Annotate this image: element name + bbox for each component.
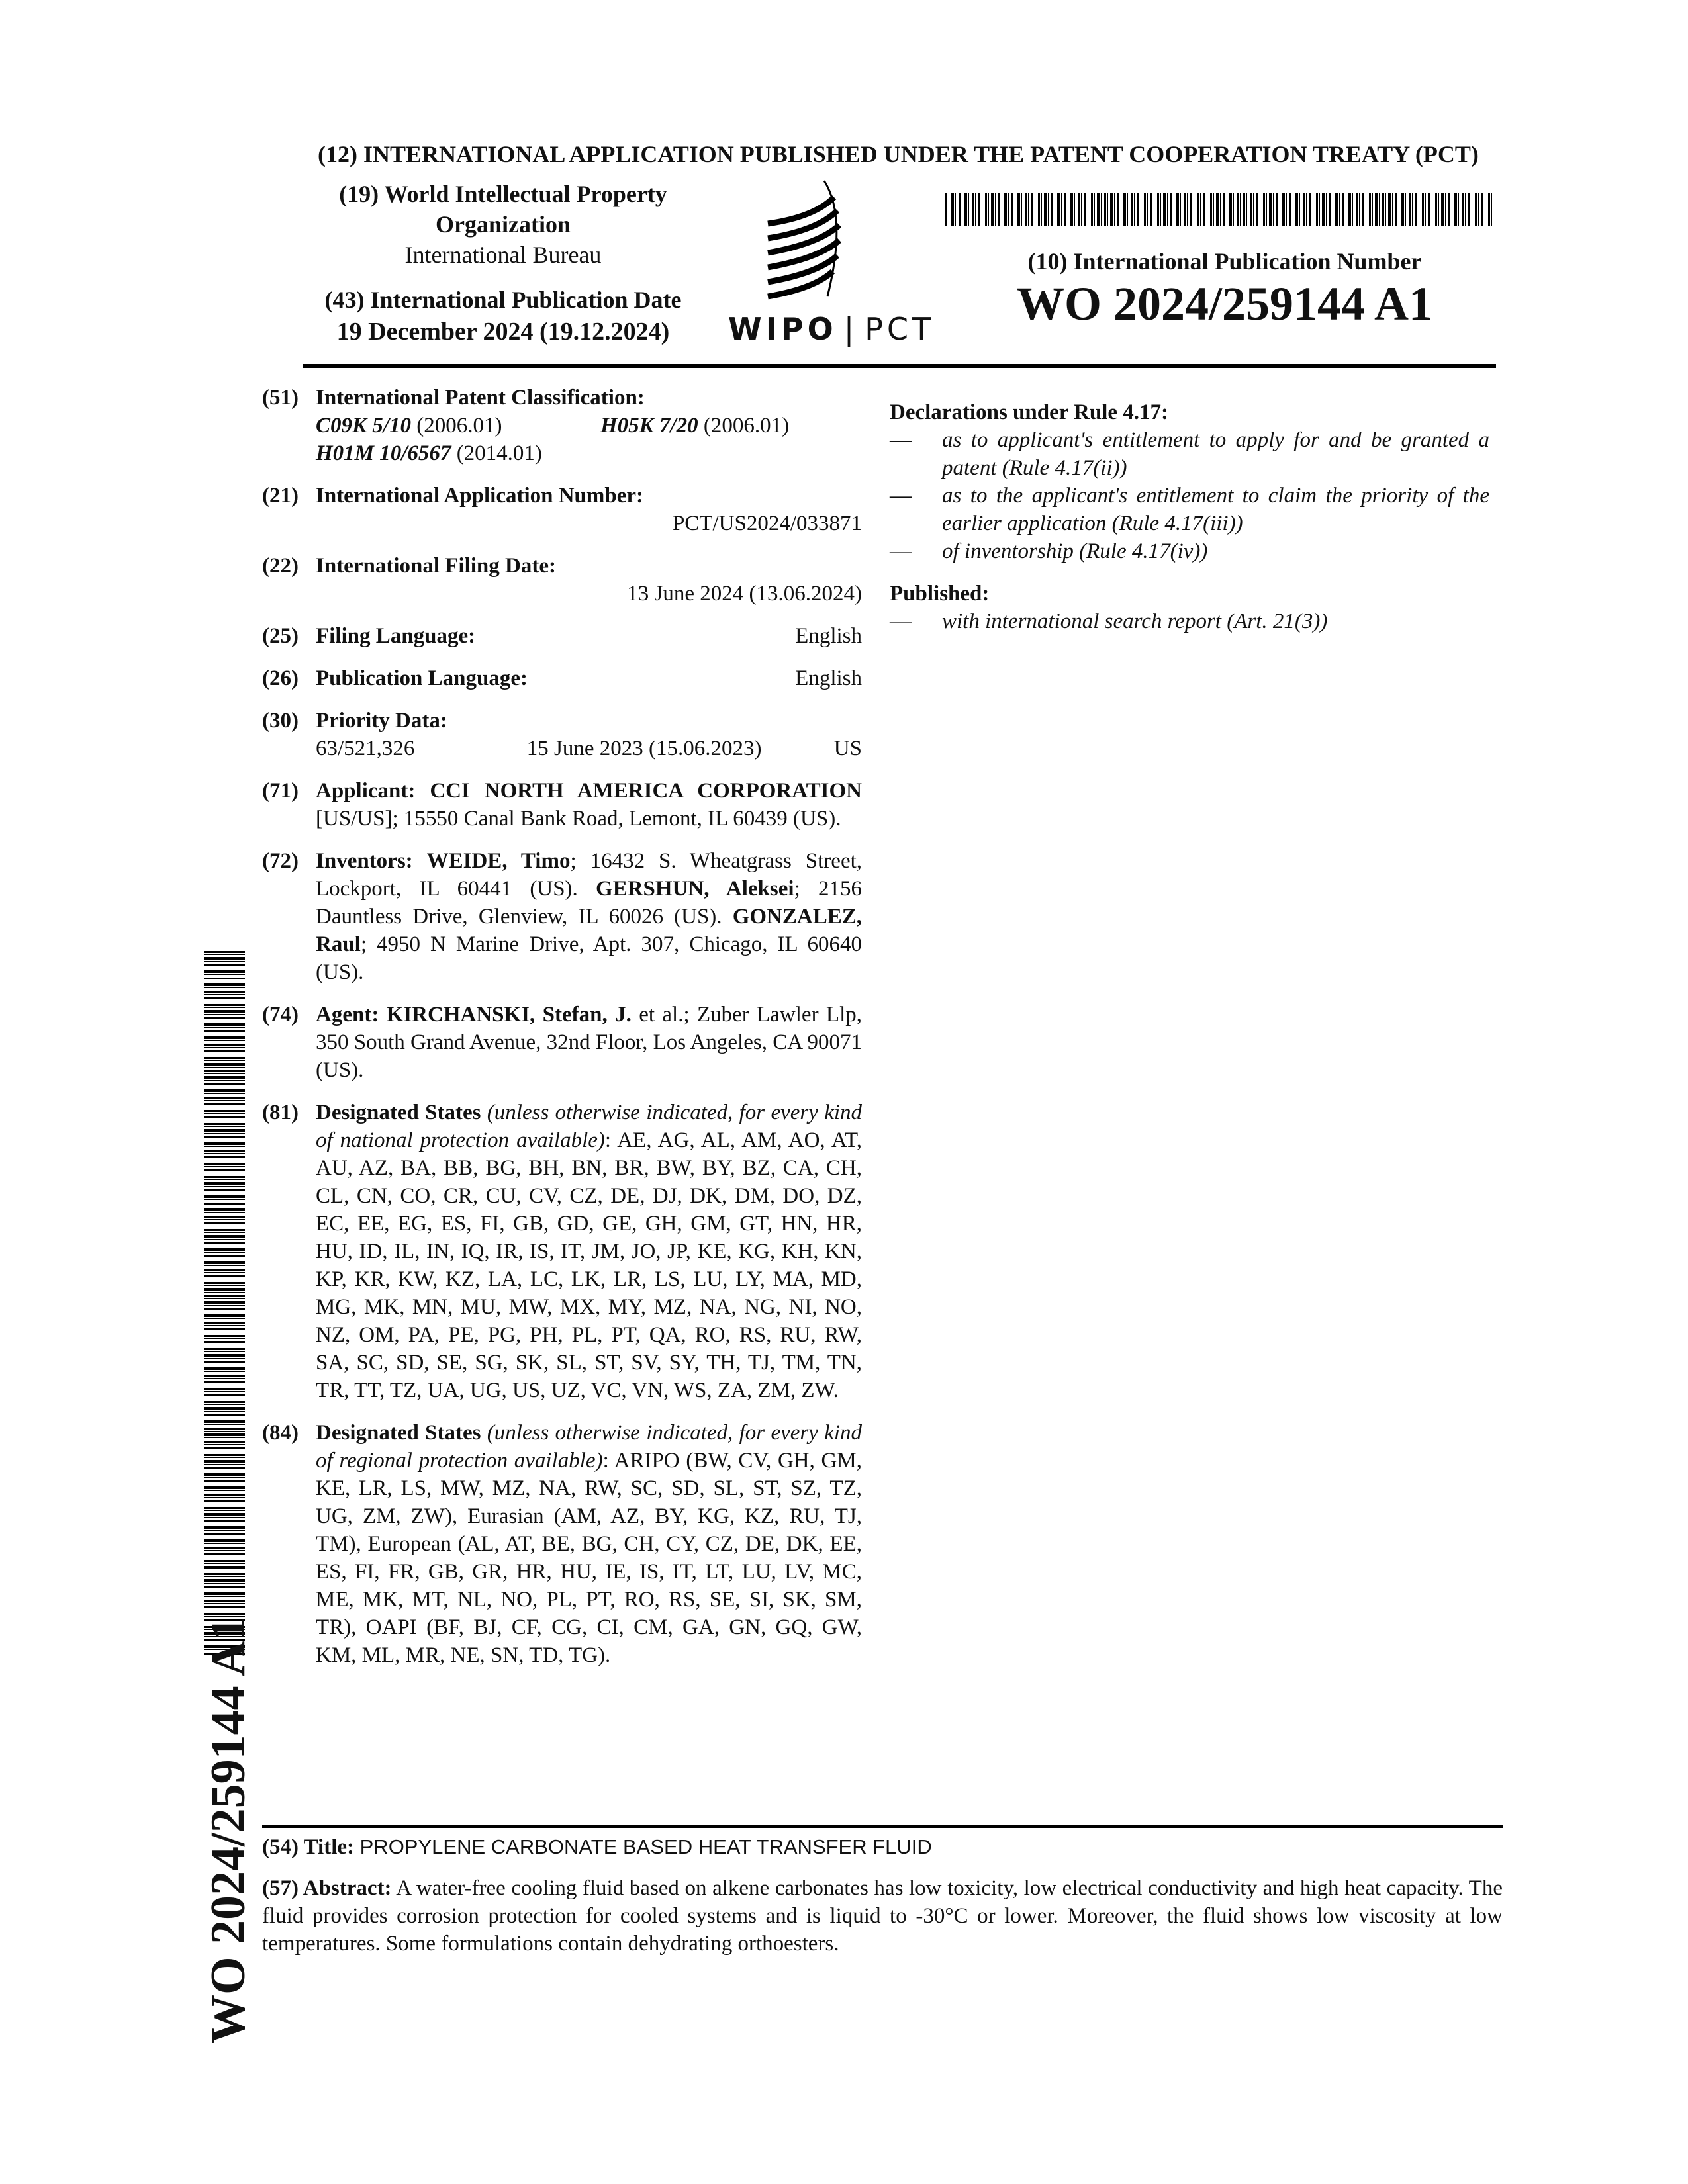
declaration-item	[890, 537, 1489, 565]
abstract-text: A water-free cooling fluid based on alkene carbonates has low toxicity, low electrical conductivity and high heat capacity. The fluid provides corrosion protection for cooled systems and is liquid to -30°C or lower. Moreover, the fluid shows low viscosity at low temperatures. Some formulations contain dehydrating orthoesters.	[262, 1876, 1503, 1956]
published-item	[890, 608, 1489, 635]
field-number: (81)	[262, 1099, 299, 1126]
ipc-version: (2014.01)	[451, 441, 541, 465]
title	[262, 1833, 1503, 1861]
field-label: Applicant:	[316, 779, 415, 803]
field-74-agent	[262, 1001, 862, 1084]
inventor-address: ; 2156 Dauntless Drive, Glenview, IL 60026 (US).	[316, 877, 862, 929]
inventor-name: GERSHUN, Aleksei	[596, 877, 794, 901]
inventor-name: GONZALEZ, Raul	[316, 905, 862, 956]
title-label: (54) Title:	[262, 1835, 354, 1859]
priority-app-number: 63/521,326	[316, 735, 414, 762]
bibliographic-fields	[262, 384, 862, 1684]
field-label: Designated States	[316, 1101, 481, 1124]
state-list: : ARIPO (BW, CV, GH, GM, KE, LR, LS, MW, MZ, NA, RW, SC, SD, SL, ST, SZ, TZ, UG, ZM, ZW), Eurasian (AM, AZ, BY, KG, KZ, RU, TJ, TM), European (AL, AT, BE, BG, CH, CY, CZ, DE, DK, EE, ES, FI, FR, GB, GR, HR, HU, IE, IS, IT, LT, LU, LV, MC, ME, MK, MT, NL, NO, PL, PT, RO, RS, SE, SI, SK, SM, TR), OAPI (BF, BJ, CF, CG, CI, CM, GA, GN, GQ, GW, KM, ML, MR, NE, SN, TD, TG).	[316, 1449, 862, 1667]
field-84-designated-states-regional	[262, 1419, 862, 1669]
field-21-application-number	[262, 482, 862, 537]
side-publication-number: WO 2024/259144 A1	[202, 1673, 255, 2044]
logo-wipo: WIPO	[728, 311, 837, 347]
state-list: : AE, AG, AL, AM, AO, AT, AU, AZ, BA, BB, BG, BH, BN, BR, BW, BY, BZ, CA, CH, CL, CN, CO, CR, CU, CV, CZ, DE, DJ, DK, DM, DO, DZ, EC, EE, EG, ES, FI, GB, GD, GE, GH, GM, GT, HN, HR, HU, ID, IL, IN, IQ, IR, IS, IT, JM, JO, JP, KE, KG, KH, KN, KP, KR, KW, KZ, LA, LC, LK, LR, LS, LU, LY, MA, MD, MG, MK, MN, MU, MW, MX, MY, MZ, NA, NG, NI, NO, NZ, OM, PA, PE, PG, PH, PL, PT, QA, RO, RS, RU, RW, SA, SC, SD, SE, SG, SK, SL, ST, SV, SY, TH, TJ, TM, TN, TR, TT, TZ, UA, UG, US, UZ, VC, VN, WS, ZA, ZM, ZW.	[316, 1128, 862, 1402]
field-label: International Patent Classification:	[316, 384, 862, 412]
inventor-name: WEIDE, Timo	[427, 849, 571, 873]
applicant-name: CCI NORTH AMERICA CORPORATION	[430, 779, 862, 803]
dash: —	[890, 426, 912, 454]
barcode	[945, 193, 1493, 226]
title-abstract-section	[262, 1833, 1503, 1958]
field-value: 13 June 2024 (13.06.2024)	[316, 580, 862, 608]
published-heading: Published:	[890, 580, 1489, 608]
abstract	[262, 1874, 1503, 1958]
field-label: Inventors:	[316, 849, 413, 873]
field-51-classification	[262, 384, 862, 467]
field-label: Priority Data:	[316, 707, 862, 735]
title-divider	[262, 1825, 1503, 1828]
field-label: Designated States	[316, 1421, 481, 1445]
declaration-item	[890, 482, 1489, 537]
declaration-text: of inventorship (Rule 4.17(iv))	[942, 539, 1207, 563]
title-value: PROPYLENE CARBONATE BASED HEAT TRANSFER FLUID	[354, 1835, 932, 1858]
field-25-filing-language	[262, 622, 862, 650]
agent-address: et al.; Zuber Lawler Llp, 350 South Grand Avenue, 32nd Floor, Los Angeles, CA 90071 (US).	[316, 1003, 862, 1082]
org-name-line1: (19) World Intellectual Property	[291, 179, 715, 209]
publication-date: 19 December 2024 (19.12.2024)	[291, 316, 715, 347]
field-number: (30)	[262, 707, 299, 735]
priority-country: US	[834, 735, 862, 762]
field-note: (unless otherwise indicated, for every kind of regional protection available)	[316, 1421, 862, 1473]
dash: —	[890, 537, 912, 565]
field-label: Publication Language:	[316, 664, 528, 692]
field-number: (25)	[262, 622, 299, 650]
field-72-inventors	[262, 847, 862, 986]
declaration-item	[890, 426, 1489, 482]
publication-number: WO 2024/259144 A1	[947, 277, 1503, 332]
wipo-logo-icon	[761, 177, 847, 310]
dash: —	[890, 482, 912, 510]
dash: —	[890, 608, 912, 635]
field-label: Agent:	[316, 1003, 379, 1026]
ipc-code: H05K 7/20	[600, 414, 698, 437]
field-71-applicant	[262, 777, 862, 833]
applicant-address: [US/US]; 15550 Canal Bank Road, Lemont, IL 60439 (US).	[316, 807, 841, 831]
agent-name: KIRCHANSKI, Stefan, J.	[387, 1003, 632, 1026]
org-bureau: International Bureau	[291, 240, 715, 270]
document-type-heading: (12) INTERNATIONAL APPLICATION PUBLISHED UNDER THE PATENT COOPERATION TREATY (PCT)	[318, 140, 1450, 168]
inventor-address: ; 4950 N Marine Drive, Apt. 307, Chicago, IL 60640 (US).	[316, 933, 862, 984]
ipc-code: H01M 10/6567	[316, 441, 451, 465]
logo-pct: PCT	[865, 311, 935, 347]
field-value: English	[795, 664, 862, 692]
field-number: (72)	[262, 847, 299, 875]
field-number: (22)	[262, 552, 299, 580]
field-value: English	[795, 622, 862, 650]
declaration-text: as to the applicant's entitlement to claim the priority of the earlier application (Rule 4.17(iii))	[942, 484, 1489, 535]
field-number: (74)	[262, 1001, 299, 1028]
abstract-label: (57) Abstract:	[262, 1876, 392, 1900]
ipc-version: (2006.01)	[698, 414, 789, 437]
ipc-version: (2006.01)	[411, 414, 502, 437]
field-number: (26)	[262, 664, 299, 692]
declarations-section	[890, 398, 1489, 635]
field-number: (51)	[262, 384, 299, 412]
field-26-publication-language	[262, 664, 862, 692]
publication-date-label: (43) International Publication Date	[291, 285, 715, 315]
priority-date: 15 June 2023 (15.06.2023)	[527, 735, 762, 762]
header-divider	[303, 364, 1496, 368]
side-barcode	[204, 951, 245, 1655]
field-22-filing-date	[262, 552, 862, 608]
published-text: with international search report (Art. 21(3))	[942, 610, 1327, 633]
inventor-address: ; 16432 S. Wheatgrass Street, Lockport, IL 60441 (US).	[316, 849, 862, 901]
field-value: PCT/US2024/033871	[316, 510, 862, 537]
field-number: (21)	[262, 482, 299, 510]
field-label: International Application Number:	[316, 482, 862, 510]
field-note: (unless otherwise indicated, for every kind of national protection available)	[316, 1101, 862, 1152]
publication-number-label: (10) International Publication Number	[980, 248, 1470, 275]
field-label: International Filing Date:	[316, 552, 862, 580]
field-30-priority-data	[262, 707, 862, 762]
field-81-designated-states-national	[262, 1099, 862, 1404]
declaration-text: as to applicant's entitlement to apply for and be granted a patent (Rule 4.17(ii))	[942, 428, 1489, 480]
ipc-code: C09K 5/10	[316, 414, 411, 437]
wipo-pct-logo-text: WIPO | PCT	[728, 311, 935, 347]
org-name-line2: Organization	[291, 209, 715, 240]
field-number: (84)	[262, 1419, 299, 1447]
field-label: Filing Language:	[316, 622, 475, 650]
declarations-heading: Declarations under Rule 4.17:	[890, 398, 1489, 426]
field-number: (71)	[262, 777, 299, 805]
